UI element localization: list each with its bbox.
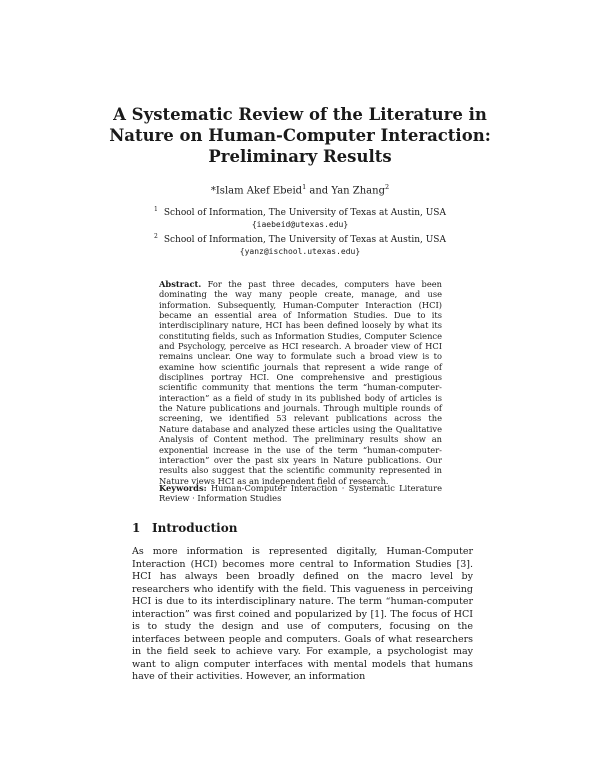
paper-title	[60, 104, 540, 167]
intro-paragraph: As more information is represented digitally, Human-Computer Interaction (HCI) becomes more central to Information Studies [3]. HCI has always been broadly defined on the macro level by researchers who identify with the field. This vagueness in perceiving HCI is due to its interdisciplinary nature. The term “human-computer interaction” was first coined and popularized by [1]. The focus of HCI is to study the design and use of computers, focusing on the interfaces between people and computers. Goals of what researchers in the field seek to achieve vary. For example, a psychologist may want to align computer interfaces with mental models that humans have of their activities. However, an information	[132, 546, 473, 683]
author-email: {iaebeid@utexas.edu}	[251, 220, 349, 229]
section-number: 1	[132, 521, 141, 535]
author-name: *Islam Akef Ebeid	[210, 185, 303, 197]
affiliation-text: School of Information, The University of Texas at Austin, USA	[163, 208, 446, 218]
author-email: {yanz@ischool.utexas.edu}	[239, 247, 361, 256]
author-list	[60, 183, 540, 196]
affiliation-mark: 2	[154, 233, 158, 240]
keywords-label: Keywords:	[159, 483, 207, 493]
abstract-text: For the past three decades, computers have been dominating the way many people create, manage, and use information. Subsequently, Human-Computer Interaction (HCI) became an essential area of Information Studies. Due to its interdisciplinary nature, HCI has been defined loosely by what its constituting fields, such as Information Studies, Computer Science and Psychology, perceive as HCI research. A broader view of HCI remains unclear. One way to formulate such a broad view is to examine how scientific journals that represent a wide range of disciplines portray HCI. One comprehensive and prestigious scientific community that mentions the term “human-computer-interaction” as a field of study in its published body of articles is the Nature publications and journals. Through multiple rounds of screening, we identified 53 relevant publications across the Nature database and analyzed these articles using the Qualitative Analysis of Content method. The preliminary results show an exponential increase in the use of the term “human-computer-interaction” over the past six years in Nature publications. Our results also suggest that the scientific community represented in Nature views HCI as an independent field of research.	[159, 279, 443, 486]
title-line: A Systematic Review of the Literature in	[113, 105, 487, 124]
abstract	[159, 279, 442, 486]
section-title: Introduction	[152, 521, 238, 535]
affiliation-mark: 1	[154, 206, 158, 213]
title-line: Nature on Human-Computer Interaction:	[109, 126, 491, 145]
affiliation-text: School of Information, The University of Texas at Austin, USA	[163, 235, 446, 245]
author-joiner: and	[306, 185, 332, 197]
keywords	[159, 483, 442, 504]
affiliation	[60, 231, 540, 246]
author-name: Yan Zhang	[331, 185, 385, 197]
affiliation	[60, 204, 540, 219]
abstract-label: Abstract.	[159, 279, 202, 289]
title-line: Preliminary Results	[208, 147, 392, 166]
keywords-text: Human-Computer Interaction · Systematic Literature Review · Information Studies	[159, 483, 442, 504]
affiliation-mark: 1	[302, 183, 307, 191]
affiliation-mark: 2	[384, 183, 390, 191]
section-heading	[132, 521, 237, 535]
affiliations	[60, 204, 540, 258]
